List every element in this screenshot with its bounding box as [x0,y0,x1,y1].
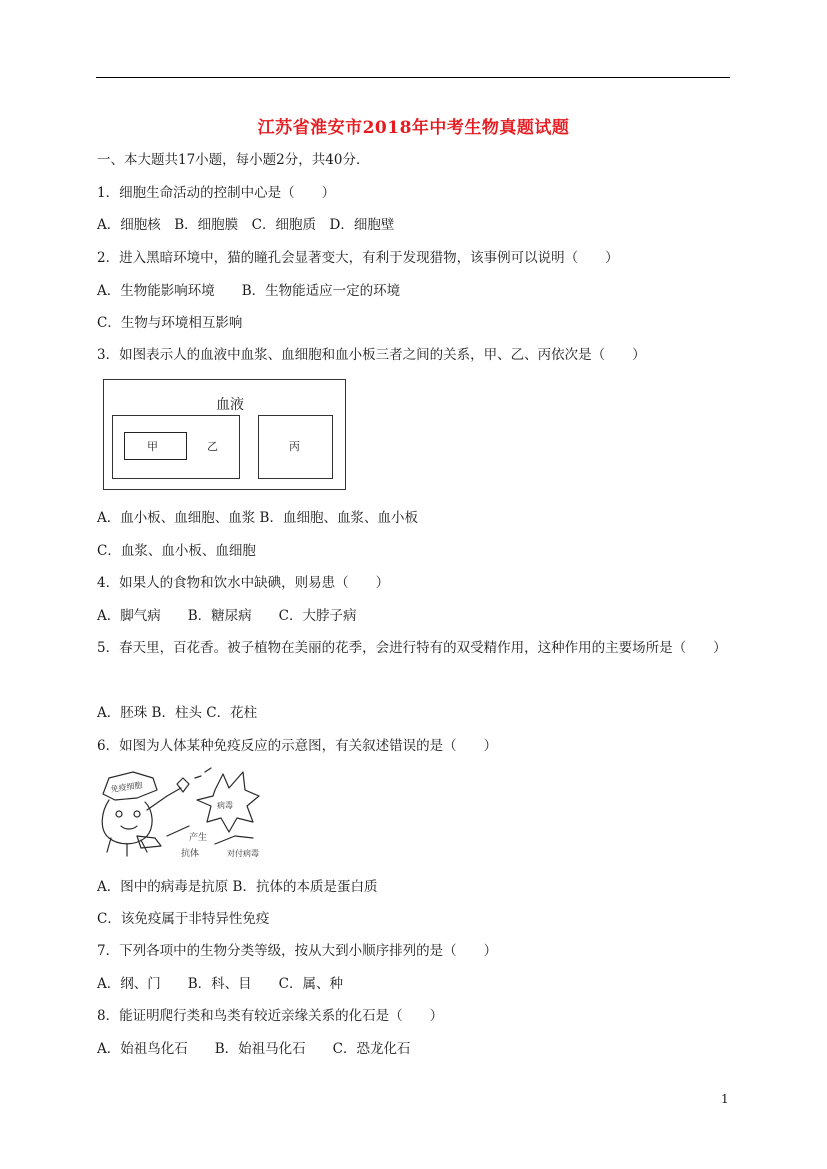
question-6-options-line1: A．图中的病毒是抗原 B．抗体的本质是蛋白质 [97,879,378,895]
cell-arm [147,788,181,810]
spark-lines [195,768,211,778]
jia-box [124,432,187,460]
immune-sketch-drawing [97,766,277,862]
question-1-options: A．细胞核 B．细胞膜 C．细胞质 D．细胞壁 [97,217,395,233]
cell-gun [137,836,161,848]
question-5-stem: 5．春天里，百花香。被子植物在美丽的花季，会进行特有的双受精作用，这种作用的主要场所是（ ） [97,640,727,656]
blood-cells-box [112,415,240,479]
question-7-stem: 7．下列各项中的生物分类等级，按从大到小顺序排列的是（ ） [97,943,498,959]
question-1-stem: 1．细胞生命活动的控制中心是（ ） [97,185,336,201]
antibody-label: 抗体 [181,849,200,859]
question-2-options-line2: C．生物与环境相互影响 [97,315,243,331]
cell-left-eye [116,811,122,817]
immune-cell-label: 免疫细胞 [110,780,143,794]
question-4-options: A．脚气病 B．糖尿病 C．大脖子病 [97,608,357,624]
header-rule [96,77,730,78]
yi-label: 乙 [207,440,218,453]
against-virus-label: 对付病毒 [227,849,259,858]
cell-mouth [121,826,137,829]
section-intro: 一、本大题共17小题，每小题2分，共40分． [97,152,370,168]
question-6-options-line2: C．该免疫属于非特异性免疫 [97,911,270,927]
produce-label: 产生 [189,833,208,843]
question-7-options: A．纲、门 B．科、目 C．属、种 [97,976,343,992]
question-3-stem: 3．如图表示人的血液中血浆、血细胞和血小板三者之间的关系，甲、乙、丙依次是（ ） [97,347,646,363]
page-number: 1 [721,1092,729,1106]
bing-box [258,415,333,479]
blood-label: 血液 [216,397,244,413]
question-4-stem: 4．如果人的食物和饮水中缺碘，则易患（ ） [97,575,390,591]
question-8-options: A．始祖鸟化石 B．始祖马化石 C．恐龙化石 [97,1041,411,1057]
question-3-options-line2: C．血浆、血小板、血细胞 [97,543,256,559]
immune-response-sketch [97,766,277,862]
question-3-options-line1: A．血小板、血细胞、血浆 B．血细胞、血浆、血小板 [97,510,418,526]
question-2-options-line1: A．生物能影响环境 B．生物能适应一定的环境 [97,283,401,299]
question-5-options: A．胚珠 B．柱头 C．花柱 [97,705,258,721]
arrow-line [167,826,189,836]
cell-right-eye [134,811,140,817]
bing-label: 丙 [289,440,300,453]
question-2-stem: 2．进入黑暗环境中，猫的瞳孔会显著变大，有利于发现猎物，该事例可以说明（ ） [97,250,619,266]
question-6-stem: 6．如图为人体某种免疫反应的示意图，有关叙述错误的是（ ） [97,738,498,754]
virus-label: 病毒 [217,801,233,810]
question-8-stem: 8．能证明爬行类和鸟类有较近亲缘关系的化石是（ ） [97,1008,444,1024]
jia-label: 甲 [147,440,158,453]
blood-diagram [103,379,346,490]
pointer-line [215,836,253,844]
page-title: 江苏省淮安市2018年中考生物真题试题 [257,118,570,138]
